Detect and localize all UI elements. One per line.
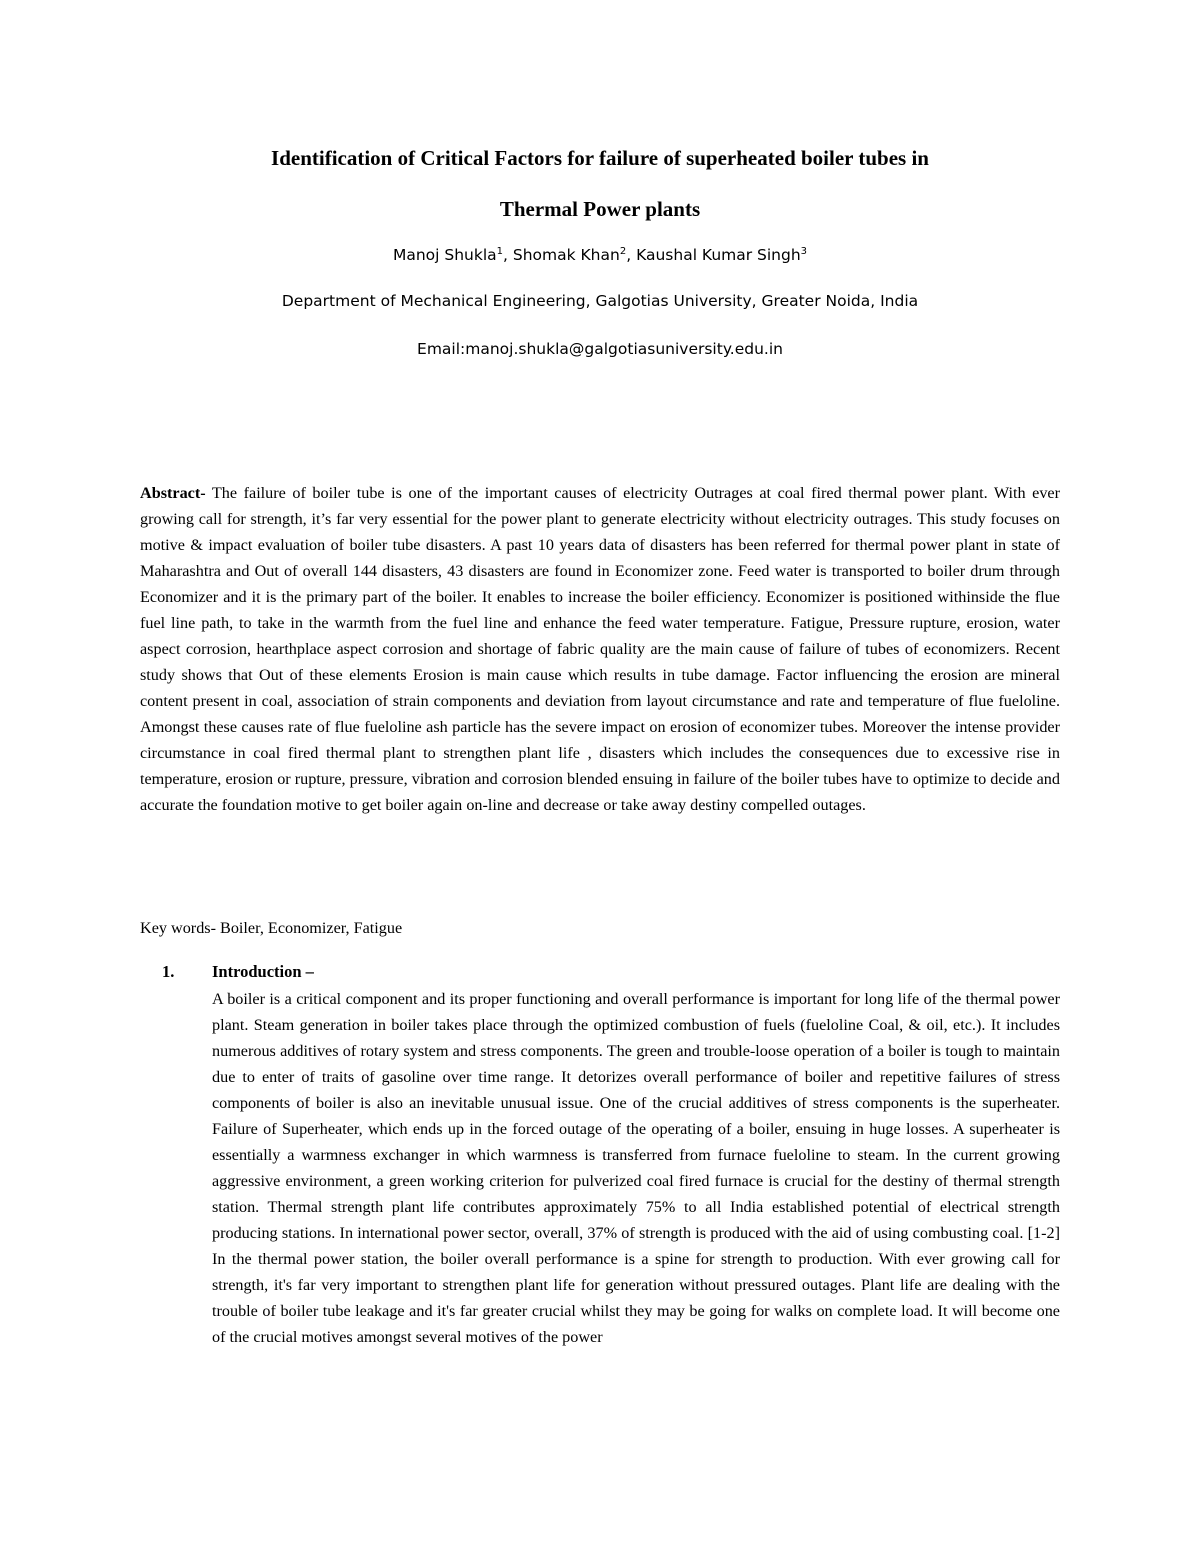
section-heading-introduction bbox=[162, 959, 862, 985]
paper-title-line-1: Identification of Critical Factors for failure of superheated boiler tubes in bbox=[271, 146, 929, 170]
author-name: Shomak Khan bbox=[512, 246, 620, 264]
section-title: Introduction – bbox=[212, 962, 314, 981]
author-separator: , bbox=[626, 246, 637, 264]
author-separator: , bbox=[503, 246, 513, 264]
author-name: Kaushal Kumar Singh bbox=[636, 246, 801, 264]
abstract-text: The failure of boiler tube is one of the important causes of electricity Outrages at coal fired thermal power plant. With ever growing call for strength, it’s far very essential for the power plant to generate electricity without electricity outrages. This study focuses on motive & impact evaluation of boiler tube disasters. A past 10 years data of disasters has been referred for thermal power plant in state of Maharashtra and Out of overall 144 disasters, 43 disasters are found in Economizer zone. Feed water is transported to boiler drum through Economizer and it is the primary part of the boiler. It enables to increase the boiler efficiency. Economizer is positioned withinside the flue fuel line path, to take in the warmth from the fuel line and enhance the feed water temperature. Fatigue, Pressure rupture, erosion, water aspect corrosion, hearthplace aspect corrosion and shortage of fabric quality are the main cause of failure of tubes of economizers. Recent study shows that Out of these elements Erosion is main cause which results in tube damage. Factor influencing the erosion are mineral content present in coal, association of strain components and deviation from layout circumstance and rate and temperature of flue fueloline. Amongst these causes rate of flue fueloline ash particle has the severe impact on erosion of economizer tubes. Moreover the intense provider circumstance in coal fired thermal plant to strengthen plant life , disasters which includes the consequences due to excessive rise in temperature, erosion or rupture, pressure, vibration and corrosion blended ensuing in failure of the boiler tubes have to optimize to decide and accurate the foundation motive to get boiler again on-line and decrease or take away destiny compelled outages. bbox=[140, 484, 1060, 814]
author-name: Manoj Shukla bbox=[392, 246, 497, 264]
keywords-text: Boiler, Economizer, Fatigue bbox=[215, 919, 403, 937]
author-affiliation-mark: 3 bbox=[800, 245, 808, 257]
abstract-label: Abstract- bbox=[140, 484, 206, 502]
introduction-body: A boiler is a critical component and its proper functioning and overall performance is important for long life of the thermal power plant. Steam generation in boiler takes place through the optimized combustion of fuels (fueloline Coal, & oil, etc.). It includes numerous additives of rotary system and stress components. The green and trouble-loose operation of a boiler is tough to maintain due to enter of traits of gasoline over time range. It detorizes overall performance of boiler and repetitive failures of stress components of boiler is also an inevitable unusual issue. One of the crucial additives of stress components is the superheater. Failure of Superheater, which ends up in the forced outage of the operating of a boiler, ensuing in huge losses. A superheater is essentially a warmness exchanger in which warmness is transferred from furnace fueloline to steam. In the current growing aggressive environment, a green working criterion for pulverized coal fired furnace is crucial for the destiny of thermal strength station. Thermal strength plant life contributes approximately 75% to all India established potential of electrical strength producing stations. In international power sector, overall, 37% of strength is produced with the aid of using combusting coal. [1-2] In the thermal power station, the boiler overall performance is a spine for strength to production. With ever growing call for strength, it's far very important to strengthen plant life for generation without pressured outages. Plant life are dealing with the trouble of boiler tube leakage and it's far greater crucial whilst they may be going for walks on complete load. It will become one of the crucial motives amongst several motives of the power bbox=[212, 990, 1060, 1346]
keywords-label: Key words- bbox=[140, 919, 216, 937]
keywords bbox=[140, 915, 1060, 941]
author-affiliation-mark: 1 bbox=[496, 245, 504, 257]
contact-email: Email:manoj.shukla@galgotiasuniversity.edu.in bbox=[417, 340, 783, 358]
section-number: 1. bbox=[162, 962, 175, 981]
author-list bbox=[100, 246, 1100, 264]
paper-title-line-2: Thermal Power plants bbox=[499, 197, 701, 221]
affiliation: Department of Mechanical Engineering, Galgotias University, Greater Noida, India bbox=[281, 292, 919, 310]
abstract bbox=[140, 480, 1060, 818]
author-affiliation-mark: 2 bbox=[619, 245, 627, 257]
